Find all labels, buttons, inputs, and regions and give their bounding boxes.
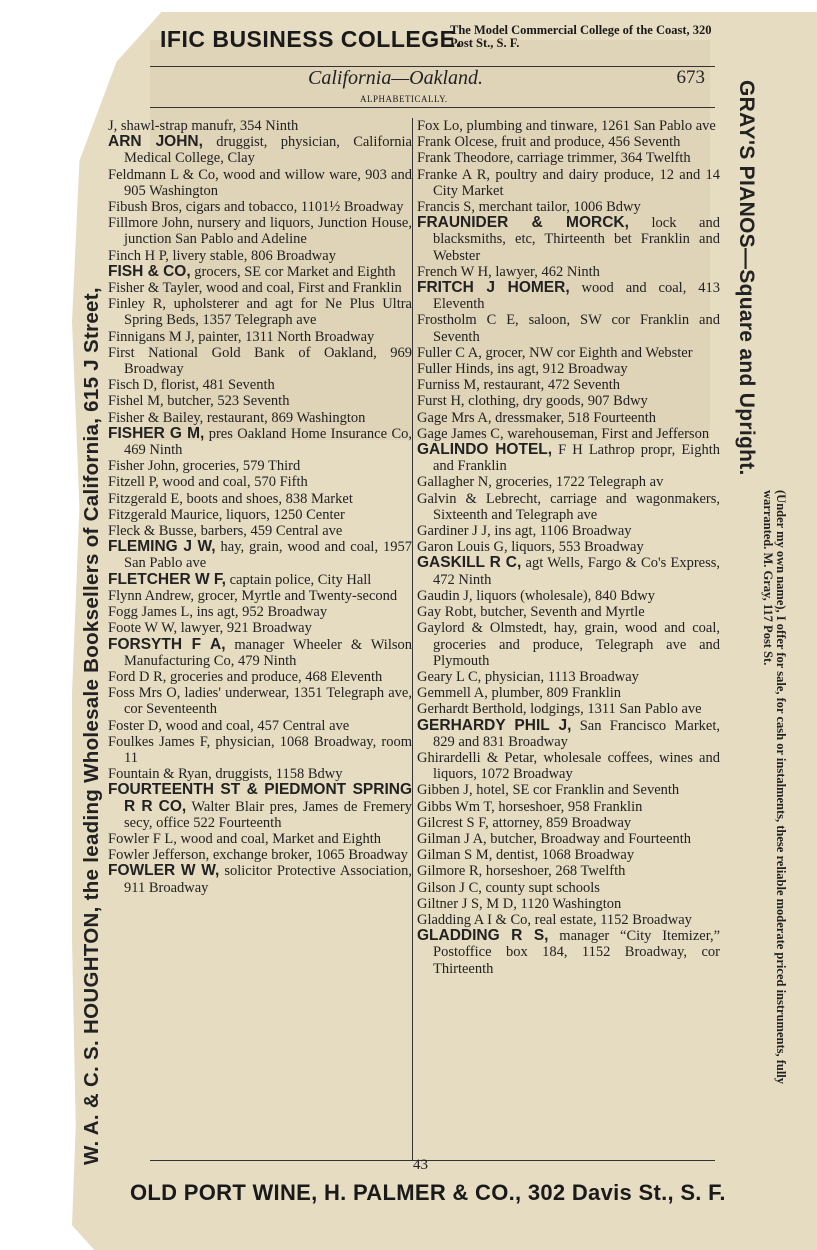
directory-column-right <box>417 118 720 977</box>
entry-text: Fowler F L, wood and coal, Market and Eighth <box>108 830 382 847</box>
entry-text: Galvin & Lebrecht, carriage and wagonmakers, Sixteenth and Telegraph ave <box>417 490 720 523</box>
directory-entry <box>417 863 720 879</box>
directory-entry <box>108 637 412 669</box>
entry-text: solicitor Protective Association, 911 Broadway <box>124 863 412 896</box>
directory-entry <box>108 782 412 831</box>
entry-text: Gaudin J, liquors (wholesale), 840 Bdwy <box>417 587 656 604</box>
entry-text: Feldmann L & Co, wood and willow ware, 903 and 905 Washington <box>108 166 412 199</box>
entry-text: Fibush Bros, cigars and tobacco, 1101½ Broadway <box>108 199 404 216</box>
entry-text: Fillmore John, nursery and liquors, Junction House, junction San Pablo and Adeline <box>108 215 412 248</box>
directory-entry <box>417 799 720 815</box>
bottom-banner-advert: OLD PORT WINE, H. PALMER & CO., 302 Davis St., S. F. <box>130 1180 726 1205</box>
entry-name-bold: GERHARDY PHIL J, <box>417 716 572 734</box>
directory-entry <box>108 426 412 458</box>
directory-entry <box>417 750 720 782</box>
directory-entry <box>417 264 720 280</box>
directory-entry <box>108 393 412 409</box>
entry-text: Gibbs Wm T, horseshoer, 958 Franklin <box>417 798 643 815</box>
entry-text: Finch H P, livery stable, 806 Broadway <box>108 247 336 264</box>
directory-entry <box>108 458 412 474</box>
entry-text: Gilmore R, horseshoer, 268 Twelfth <box>417 863 626 880</box>
directory-entry <box>417 847 720 863</box>
entry-text: Furst H, clothing, dry goods, 907 Bdwy <box>417 393 648 410</box>
column-divider <box>412 118 413 1160</box>
directory-entry <box>108 199 412 215</box>
directory-entry <box>108 831 412 847</box>
entry-name-bold: FOWLER W W, <box>108 862 220 880</box>
directory-entry <box>417 782 720 798</box>
directory-entry <box>108 264 412 280</box>
directory-entry <box>108 620 412 636</box>
entry-text: Gage James C, warehouseman, First and Jefferson <box>417 425 710 442</box>
entry-text: Fowler Jefferson, exchange broker, 1065 Broadway <box>108 847 408 864</box>
entry-text: French W H, lawyer, 462 Ninth <box>417 263 600 280</box>
signature-number: 43 <box>413 1157 428 1173</box>
entry-text: Finnigans M J, painter, 1311 North Broadway <box>108 328 375 345</box>
directory-entry <box>108 474 412 490</box>
directory-entry <box>417 896 720 912</box>
entry-text: Frank Olcese, fruit and produce, 456 Seventh <box>417 134 681 151</box>
entry-text: Gilman J A, butcher, Broadway and Fourteenth <box>417 830 692 847</box>
directory-entry <box>417 928 720 977</box>
entry-text: Furniss M, restaurant, 472 Seventh <box>417 377 620 394</box>
entry-text: manager Wheeler & Wilson Manufacturing Co, 479 Ninth <box>124 636 412 669</box>
directory-entry <box>417 539 720 555</box>
directory-entry <box>108 118 412 134</box>
directory-entry <box>417 604 720 620</box>
directory-entry <box>108 539 412 571</box>
entry-text: druggist, physician, California Medical College, Clay <box>124 134 412 167</box>
directory-entry <box>417 815 720 831</box>
directory-entry <box>417 393 720 409</box>
page-number: 673 <box>676 67 705 88</box>
entry-text: Fountain & Ryan, druggists, 1158 Bdwy <box>108 766 343 783</box>
entry-text: pres Oakland Home Insurance Co, 469 Ninth <box>124 425 412 459</box>
entry-text: Gladding A I & Co, real estate, 1152 Broadway <box>417 911 692 928</box>
directory-entry <box>108 377 412 393</box>
directory-entry <box>417 474 720 490</box>
entry-text: Fisher & Bailey, restaurant, 869 Washington <box>108 409 366 426</box>
entry-text: agt Wells, Fargo & Co's Express, 472 Ninth <box>433 555 720 588</box>
entry-text: Gardiner J J, ins agt, 1106 Broadway <box>417 523 632 540</box>
entry-text: wood and coal, 413 Eleventh <box>433 280 720 313</box>
entry-text: Fitzgerald Maurice, liquors, 1250 Center <box>108 506 345 523</box>
entry-text: Flynn Andrew, grocer, Myrtle and Twenty-second <box>108 587 398 604</box>
entry-text: Gilson J C, county supt schools <box>417 879 600 896</box>
entry-text: Gemmell A, plumber, 809 Franklin <box>417 685 622 702</box>
directory-entry <box>417 134 720 150</box>
directory-entry <box>417 118 720 134</box>
entry-text: Foote W W, lawyer, 921 Broadway <box>108 620 312 637</box>
entry-name-bold: FISHER G M, <box>108 424 205 442</box>
entry-name-bold: FISH & CO, <box>108 262 191 280</box>
directory-entry <box>108 766 412 782</box>
directory-entry <box>417 555 720 587</box>
directory-entry <box>108 215 412 247</box>
entry-text: Ford D R, groceries and produce, 468 Eleventh <box>108 668 383 685</box>
directory-entry <box>417 442 720 474</box>
entry-name-bold: GALINDO HOTEL, <box>417 441 553 459</box>
directory-entry <box>417 669 720 685</box>
directory-entry <box>108 863 412 895</box>
entry-text: Gay Robt, butcher, Seventh and Myrtle <box>417 604 645 621</box>
directory-entry <box>417 280 720 312</box>
directory-entry <box>417 685 720 701</box>
directory-entry <box>108 410 412 426</box>
directory-entry <box>108 572 412 588</box>
entry-text: hay, grain, wood and coal, 1957 San Pablo ave <box>124 539 412 572</box>
entry-text: Geary L C, physician, 1113 Broadway <box>417 668 639 685</box>
directory-entry <box>417 199 720 215</box>
running-head <box>150 66 715 108</box>
entry-text: Gibben J, hotel, SE cor Franklin and Seventh <box>417 782 680 799</box>
directory-entry <box>417 377 720 393</box>
directory-entry <box>417 150 720 166</box>
entry-name-bold: ARN JOHN, <box>108 133 203 151</box>
entry-text: Fitzell P, wood and coal, 570 Fifth <box>108 474 308 491</box>
entry-text: Fisher John, groceries, 579 Third <box>108 458 301 475</box>
directory-entry <box>108 134 412 166</box>
directory-entry <box>417 880 720 896</box>
page-subtitle: ALPHABETICALLY. <box>360 94 448 104</box>
directory-entry <box>417 588 720 604</box>
entry-name-bold: FORSYTH F A, <box>108 635 226 653</box>
entry-text: manager “City Itemizer,” Postoffice box 184, 1152 Broadway, cor Thirteenth <box>433 928 721 977</box>
entry-text: First National Gold Bank of Oakland, 969 Broadway <box>108 344 412 378</box>
directory-entry <box>108 329 412 345</box>
directory-entry <box>417 831 720 847</box>
entry-text: Ghirardelli & Petar, wholesale coffees, wines and liquors, 1072 Broadway <box>417 749 720 783</box>
directory-entry <box>108 588 412 604</box>
directory-entry <box>108 507 412 523</box>
entry-text: Gilcrest S F, attorney, 859 Broadway <box>417 814 632 831</box>
entry-text: J, shawl-strap manufr, 354 Ninth <box>108 118 299 134</box>
entry-text: Frank Theodore, carriage trimmer, 364 Twelfth <box>417 150 691 167</box>
entry-text: Fuller C A, grocer, NW cor Eighth and Webster <box>417 344 693 361</box>
directory-entry <box>417 361 720 377</box>
entry-text: Walter Blair pres, James de Fremery secy, office 522 Fourteenth <box>124 798 412 831</box>
page-title: California—Oakland. <box>308 67 484 89</box>
entry-text: lock and blacksmiths, etc, Thirteenth bet Franklin and Webster <box>433 215 720 264</box>
entry-text: Francis S, merchant tailor, 1006 Bdwy <box>417 199 641 216</box>
entry-text: grocers, SE cor Market and Eighth <box>190 263 396 280</box>
directory-entry <box>417 701 720 717</box>
entry-text: Foulkes James F, physician, 1068 Broadway, room 11 <box>108 733 412 766</box>
entry-name-bold: FLETCHER W F, <box>108 570 226 588</box>
footer-rule <box>150 1160 715 1161</box>
directory-entry <box>417 491 720 523</box>
entry-text: Fishel M, butcher, 523 Seventh <box>108 393 290 410</box>
entry-text: Fuller Hinds, ins agt, 912 Broadway <box>417 361 628 378</box>
entry-name-bold: GASKILL R C, <box>417 554 522 572</box>
entry-text: Finley R, upholsterer and agt for Ne Plus Ultra Spring Beds, 1357 Telegraph ave <box>108 296 412 329</box>
entry-text: Franke A R, poultry and dairy produce, 12 and 14 City Market <box>417 166 720 199</box>
entry-text: captain police, City Hall <box>225 571 372 588</box>
entry-text: Gage Mrs A, dressmaker, 518 Fourteenth <box>417 409 657 426</box>
directory-entry <box>108 718 412 734</box>
entry-text: Fisher & Tayler, wood and coal, First and Franklin <box>108 280 402 297</box>
directory-entry <box>417 523 720 539</box>
directory-column-left <box>108 118 412 896</box>
directory-entry <box>417 718 720 750</box>
directory-entry <box>108 248 412 264</box>
directory-entry <box>108 847 412 863</box>
entry-text: Frostholm C E, saloon, SW cor Franklin and Seventh <box>417 312 720 345</box>
entry-text: Fleck & Busse, barbers, 459 Central ave <box>108 523 343 540</box>
directory-entry <box>108 685 412 717</box>
directory-entry <box>108 734 412 766</box>
entry-text: Garon Louis G, liquors, 553 Broadway <box>417 539 644 556</box>
entry-text: Foss Mrs O, ladies' underwear, 1351 Telegraph ave, cor Seventeenth <box>108 685 412 718</box>
entry-text: Giltner J S, M D, 1120 Washington <box>417 895 622 912</box>
directory-entry <box>417 912 720 928</box>
right-margin-advert-detail: (Under my own name), I offer for sale, for cash or instalments, these reliable moderate priced instruments, fully warranted. M. Gray, 117 Post St. <box>761 490 788 1085</box>
entry-name-bold: FOURTEENTH ST & PIEDMONT SPRING R R CO, <box>108 781 412 815</box>
entry-text: Fisch D, florist, 481 Seventh <box>108 377 275 394</box>
entry-text: Gaylord & Olmstedt, hay, grain, wood and coal, groceries and produce, Telegraph ave and Plymouth <box>417 620 720 669</box>
entry-text: Gilman S M, dentist, 1068 Broadway <box>417 847 635 864</box>
directory-entry <box>108 167 412 199</box>
entry-text: Gallagher N, groceries, 1722 Telegraph av <box>417 474 664 491</box>
directory-entry <box>417 345 720 361</box>
directory-entry <box>417 167 720 199</box>
entry-text: Fogg James L, ins agt, 952 Broadway <box>108 604 328 621</box>
directory-entry <box>417 426 720 442</box>
directory-entry <box>108 345 412 377</box>
entry-text: Fitzgerald E, boots and shoes, 838 Market <box>108 490 353 507</box>
entry-text: Foster D, wood and coal, 457 Central ave <box>108 717 350 734</box>
left-margin-advert: W. A. & C. S. HOUGHTON, the leading Wholesale Booksellers of California, 615 J Street, <box>80 287 103 1165</box>
entry-name-bold: FLEMING J W, <box>108 538 216 556</box>
directory-entry <box>417 215 720 264</box>
entry-text: F H Lathrop propr, Eighth and Franklin <box>433 442 720 475</box>
entry-name-bold: FRITCH J HOMER, <box>417 279 570 297</box>
entry-name-bold: GLADDING R S, <box>417 927 549 945</box>
directory-entry <box>417 312 720 344</box>
directory-entry <box>108 669 412 685</box>
entry-name-bold: FRAUNIDER & MORCK, <box>417 214 629 232</box>
directory-entry <box>108 491 412 507</box>
directory-entry <box>108 280 412 296</box>
top-banner-tagline: The Model Commercial College of the Coast, 320 Post St., S. F. <box>450 23 712 50</box>
directory-entry <box>417 620 720 669</box>
directory-entry <box>108 604 412 620</box>
right-margin-advert: GRAY'S PIANOS—Square and Upright. <box>735 80 758 476</box>
directory-entry <box>417 410 720 426</box>
entry-text: San Francisco Market, 829 and 831 Broadway <box>433 717 720 750</box>
directory-entry <box>108 523 412 539</box>
entry-text: Gerhardt Berthold, lodgings, 1311 San Pablo ave <box>417 701 702 718</box>
directory-entry <box>108 296 412 328</box>
entry-text: Fox Lo, plumbing and tinware, 1261 San Pablo ave <box>417 118 716 134</box>
top-banner-advert: IFIC BUSINESS COLLEGE. <box>160 26 463 52</box>
